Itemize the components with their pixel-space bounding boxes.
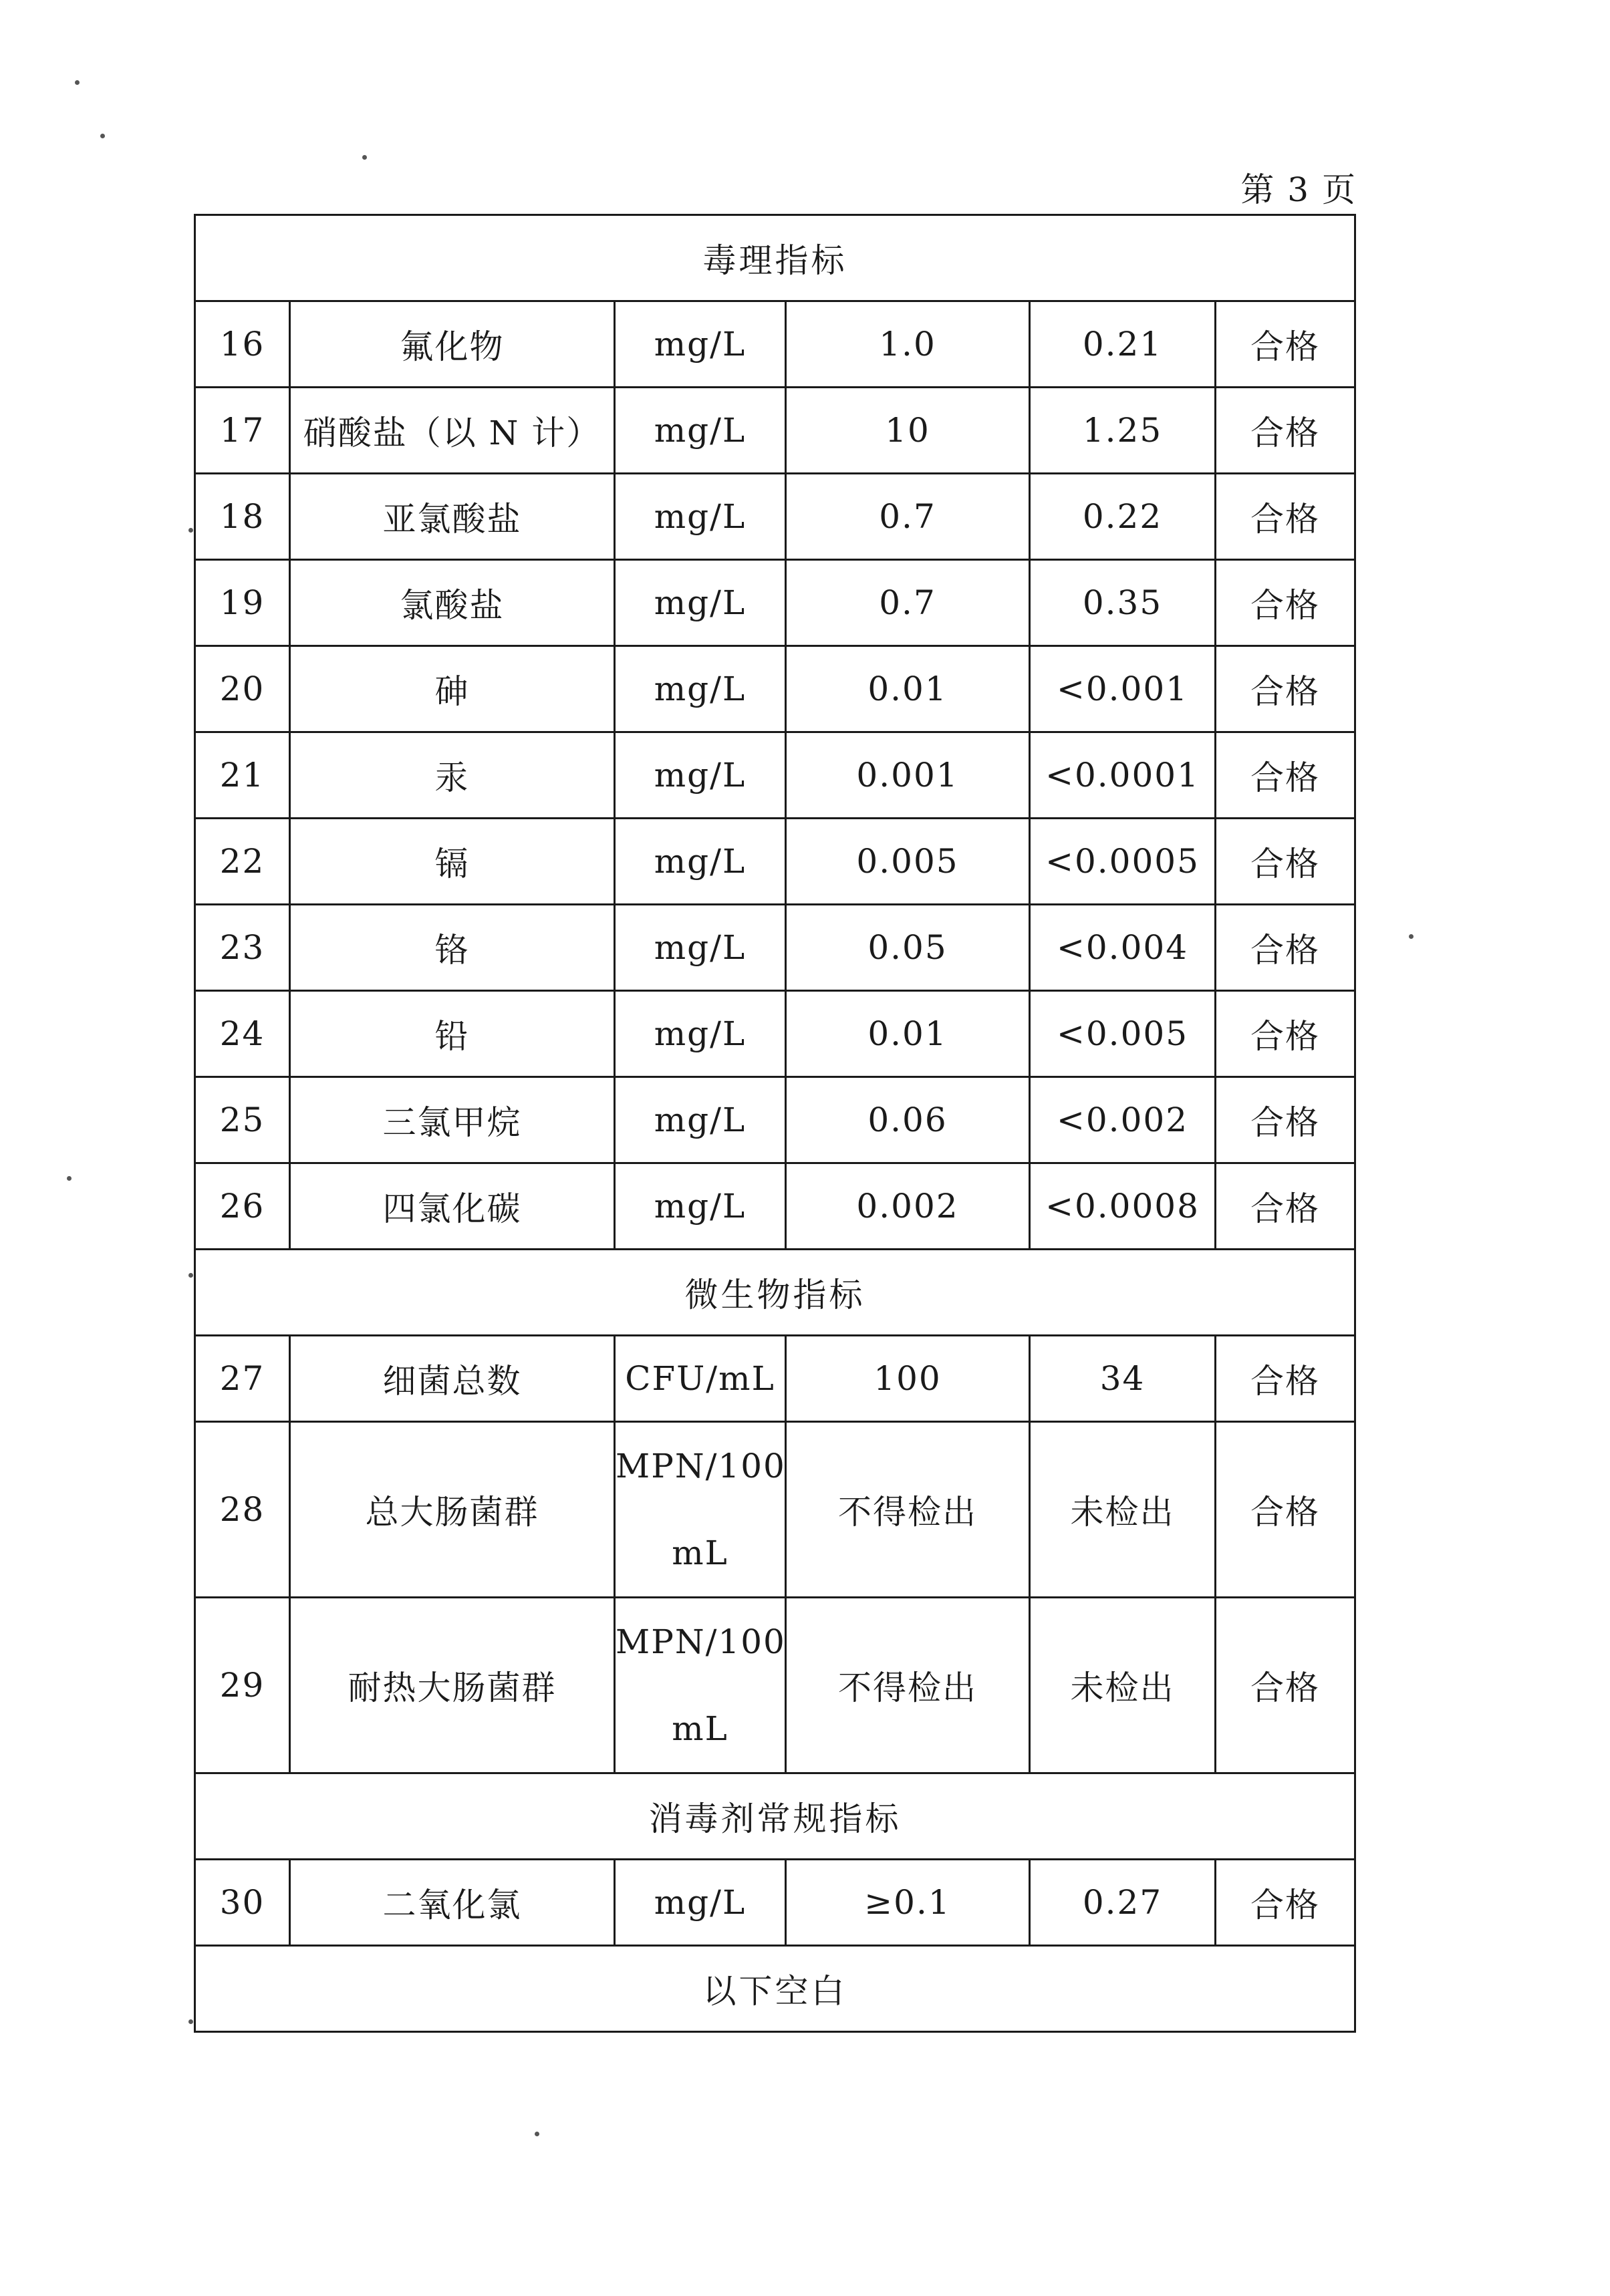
verdict: 合格	[1216, 732, 1355, 819]
unit-line-2: mL	[672, 1709, 728, 1748]
unit: mg/L	[615, 474, 786, 560]
table-row	[195, 1336, 1355, 1422]
scan-speck	[67, 1176, 72, 1181]
row-number: 24	[195, 991, 290, 1077]
section-header-row	[195, 1773, 1355, 1860]
unit: mg/L	[615, 991, 786, 1077]
item-name: 铬	[290, 905, 615, 991]
verdict: 合格	[1216, 1163, 1355, 1250]
table-row	[195, 1163, 1355, 1250]
unit: CFU/mL	[615, 1336, 786, 1422]
limit-value: 0.06	[786, 1077, 1030, 1163]
item-name: 氟化物	[290, 301, 615, 388]
limit-value: 0.05	[786, 905, 1030, 991]
section-title-toxicology: 毒理指标	[195, 215, 1355, 301]
result-value: <0.0001	[1030, 732, 1216, 819]
unit: mg/L	[615, 560, 786, 646]
table-row	[195, 301, 1355, 388]
result-value: 0.21	[1030, 301, 1216, 388]
limit-value: 0.002	[786, 1163, 1030, 1250]
limit-value: 0.001	[786, 732, 1030, 819]
limit-value: 100	[786, 1336, 1030, 1422]
item-name: 镉	[290, 819, 615, 905]
table-row	[195, 474, 1355, 560]
result-value: <0.004	[1030, 905, 1216, 991]
unit: mg/L	[615, 1077, 786, 1163]
result-value: 0.27	[1030, 1860, 1216, 1946]
scan-speck	[188, 528, 193, 533]
row-number: 19	[195, 560, 290, 646]
unit-line-1: MPN/100	[616, 1447, 786, 1485]
unit: mg/L	[615, 1163, 786, 1250]
item-name: 铅	[290, 991, 615, 1077]
verdict: 合格	[1216, 1077, 1355, 1163]
item-name: 亚氯酸盐	[290, 474, 615, 560]
result-value: 1.25	[1030, 388, 1216, 474]
item-name: 三氯甲烷	[290, 1077, 615, 1163]
item-name: 硝酸盐（以 N 计）	[290, 388, 615, 474]
end-note-row	[195, 1946, 1355, 2032]
verdict: 合格	[1216, 301, 1355, 388]
item-name: 汞	[290, 732, 615, 819]
page-number: 第 3 页	[1240, 170, 1357, 209]
row-number: 25	[195, 1077, 290, 1163]
unit: mg/L	[615, 646, 786, 732]
unit-line-1: MPN/100	[616, 1622, 786, 1661]
verdict: 合格	[1216, 1336, 1355, 1422]
unit: mg/L	[615, 388, 786, 474]
verdict: 合格	[1216, 1422, 1355, 1598]
limit-value: 不得检出	[786, 1598, 1030, 1773]
scan-speck	[100, 134, 105, 138]
row-number: 29	[195, 1598, 290, 1773]
limit-value: 0.01	[786, 991, 1030, 1077]
unit	[615, 1422, 786, 1598]
result-value: <0.0008	[1030, 1163, 1216, 1250]
item-name: 细菌总数	[290, 1336, 615, 1422]
item-name: 四氯化碳	[290, 1163, 615, 1250]
limit-value: 10	[786, 388, 1030, 474]
scan-speck	[362, 155, 367, 160]
table-row	[195, 560, 1355, 646]
row-number: 23	[195, 905, 290, 991]
table-row	[195, 1598, 1355, 1773]
row-number: 28	[195, 1422, 290, 1598]
scan-speck	[535, 2132, 539, 2136]
section-header-row	[195, 215, 1355, 301]
table-row	[195, 1077, 1355, 1163]
table-row	[195, 732, 1355, 819]
result-value: <0.002	[1030, 1077, 1216, 1163]
table-row	[195, 1860, 1355, 1946]
table-row	[195, 388, 1355, 474]
item-name: 二氧化氯	[290, 1860, 615, 1946]
result-value: 0.22	[1030, 474, 1216, 560]
table-row	[195, 819, 1355, 905]
table-row	[195, 646, 1355, 732]
verdict: 合格	[1216, 646, 1355, 732]
row-number: 20	[195, 646, 290, 732]
table-row	[195, 905, 1355, 991]
limit-value: ≥0.1	[786, 1860, 1030, 1946]
row-number: 27	[195, 1336, 290, 1422]
table-row	[195, 991, 1355, 1077]
verdict: 合格	[1216, 819, 1355, 905]
unit: mg/L	[615, 1860, 786, 1946]
unit: mg/L	[615, 819, 786, 905]
verdict: 合格	[1216, 1598, 1355, 1773]
limit-value: 不得检出	[786, 1422, 1030, 1598]
row-number: 16	[195, 301, 290, 388]
end-note: 以下空白	[195, 1946, 1355, 2032]
scan-speck	[1409, 934, 1414, 939]
row-number: 22	[195, 819, 290, 905]
limit-value: 0.7	[786, 474, 1030, 560]
result-value: 未检出	[1030, 1598, 1216, 1773]
result-value: 34	[1030, 1336, 1216, 1422]
limit-value: 0.7	[786, 560, 1030, 646]
item-name: 耐热大肠菌群	[290, 1598, 615, 1773]
unit: mg/L	[615, 732, 786, 819]
item-name: 氯酸盐	[290, 560, 615, 646]
section-title-microbiology: 微生物指标	[195, 1250, 1355, 1336]
result-value: <0.001	[1030, 646, 1216, 732]
scan-speck	[75, 80, 80, 85]
item-name: 砷	[290, 646, 615, 732]
scan-speck	[188, 2019, 193, 2024]
row-number: 26	[195, 1163, 290, 1250]
section-title-disinfectant: 消毒剂常规指标	[195, 1773, 1355, 1860]
verdict: 合格	[1216, 1860, 1355, 1946]
row-number: 18	[195, 474, 290, 560]
verdict: 合格	[1216, 474, 1355, 560]
row-number: 17	[195, 388, 290, 474]
verdict: 合格	[1216, 905, 1355, 991]
section-header-row	[195, 1250, 1355, 1336]
row-number: 30	[195, 1860, 290, 1946]
result-value: <0.0005	[1030, 819, 1216, 905]
table-row	[195, 1422, 1355, 1598]
unit: mg/L	[615, 905, 786, 991]
row-number: 21	[195, 732, 290, 819]
result-value: 0.35	[1030, 560, 1216, 646]
verdict: 合格	[1216, 388, 1355, 474]
test-results-table	[194, 214, 1356, 2033]
unit-line-2: mL	[672, 1534, 728, 1572]
item-name: 总大肠菌群	[290, 1422, 615, 1598]
scan-speck	[188, 1273, 193, 1278]
result-value: <0.005	[1030, 991, 1216, 1077]
verdict: 合格	[1216, 991, 1355, 1077]
limit-value: 0.005	[786, 819, 1030, 905]
limit-value: 0.01	[786, 646, 1030, 732]
unit	[615, 1598, 786, 1773]
verdict: 合格	[1216, 560, 1355, 646]
result-value: 未检出	[1030, 1422, 1216, 1598]
unit: mg/L	[615, 301, 786, 388]
limit-value: 1.0	[786, 301, 1030, 388]
